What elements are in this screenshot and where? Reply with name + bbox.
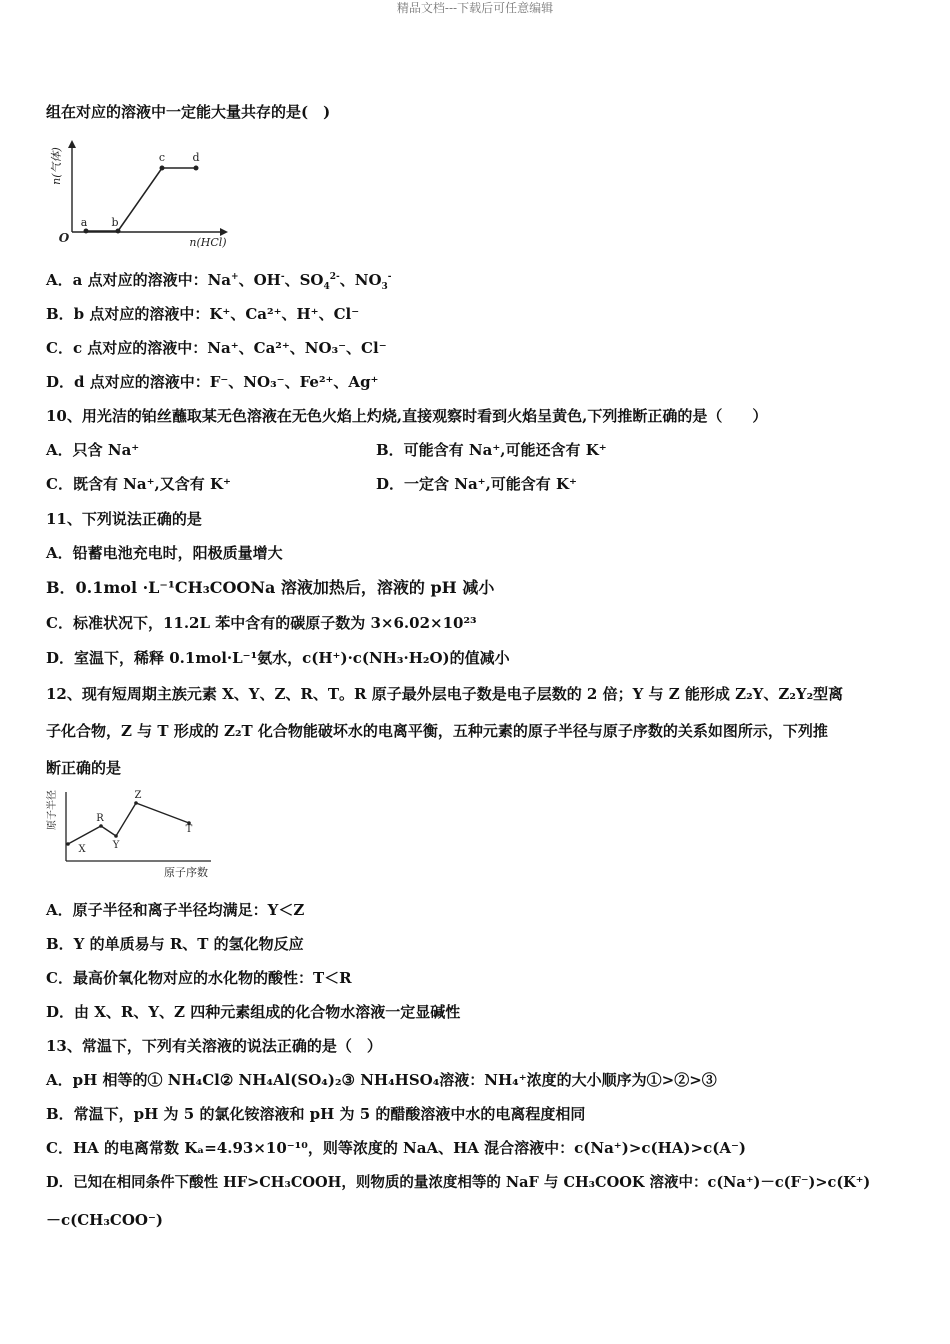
- q12-point-t: T: [185, 824, 193, 835]
- q11-option-c: C．标准状况下，11.2L 苯中含有的碳原子数为 3×6.02×10²³: [46, 614, 477, 632]
- q9-option-b-ions: K⁺、Ca²⁺、H⁺、Cl⁻: [209, 305, 360, 323]
- ion: 、SO: [284, 271, 324, 289]
- q12-stem-line-3: 断正确的是: [46, 759, 122, 777]
- q9-option-d-prefix: D．d 点对应的溶液中：: [46, 373, 210, 391]
- q9-y-axis-label: n(气体): [50, 147, 63, 185]
- q10-option-b: B．可能含有 Na⁺,可能还含有 K⁺: [376, 441, 607, 459]
- q13-option-b: B．常温下，pH 为 5 的氯化铵溶液和 pH 为 5 的醋酸溶液中水的电离程度相同: [46, 1105, 586, 1123]
- q13-option-d-line-2: －c(CH₃COO⁻): [46, 1211, 163, 1229]
- q9-stem: 组在对应的溶液中一定能大量共存的是( ): [46, 103, 331, 121]
- ion-charge: 2-: [329, 272, 340, 282]
- q12-radius-graph: [46, 788, 221, 880]
- q9-option-d: [46, 372, 378, 392]
- q12-point-r: R: [96, 813, 104, 824]
- q12-y-axis-label: 原子半径: [47, 790, 58, 830]
- q10-option-d: D．一定含 Na⁺,可能含有 K⁺: [376, 475, 577, 493]
- q12-point-x: X: [78, 844, 86, 855]
- page-header: 精品文档---下载后可任意编辑: [396, 1, 554, 15]
- q12-option-a: A．原子半径和离子半径均满足：Y＜Z: [46, 901, 305, 919]
- q9-option-a-prefix: A．a 点对应的溶液中：: [46, 271, 208, 289]
- q12-x-axis-label: 原子序数: [164, 866, 208, 879]
- ion-subscript: 4: [323, 282, 330, 292]
- q10-option-a: A．只含 Na⁺: [46, 441, 140, 459]
- q9-x-axis-label: n(HCl): [189, 236, 227, 249]
- q13-option-c: C．HA 的电离常数 Kₐ=4.93×10⁻¹⁰，则等浓度的 NaA、HA 混合溶液中：c(Na⁺)>c(HA)>c(A⁻): [46, 1139, 746, 1157]
- q10-stem: 10、用光洁的铂丝蘸取某无色溶液在无色火焰上灼烧,直接观察时看到火焰呈黄色,下列推断正确的是（ ）: [46, 407, 768, 425]
- q12-point-y: Y: [112, 840, 120, 851]
- q9-option-b-prefix: B．b 点对应的溶液中：: [46, 305, 210, 323]
- q12-stem-line-2: 子化合物，Z 与 T 形成的 Z₂T 化合物能破坏水的电离平衡，五种元素的原子半径与原子序数的关系如图所示，下列推: [46, 722, 828, 740]
- ion-charge: -: [280, 272, 285, 282]
- q9-point-d: d: [192, 151, 200, 164]
- q11-option-a: A．铅蓄电池充电时，阳极质量增大: [46, 544, 283, 562]
- q9-gas-hcl-graph: [46, 138, 236, 253]
- q9-option-c-prefix: C．c 点对应的溶液中：: [46, 339, 208, 357]
- q9-option-b: [46, 304, 359, 324]
- ion-subscript: 3: [381, 282, 388, 292]
- q11-option-b: B．0.1mol ·L⁻¹CH₃COONa 溶液加热后，溶液的 pH 减小: [46, 578, 495, 597]
- ion: Na: [207, 271, 232, 289]
- q13-option-d-line-1: D．已知在相同条件下酸性 HF>CH₃COOH，则物质的量浓度相等的 NaF 与 CH₃COOK 溶液中：c(Na⁺)－c(F⁻)>c(K⁺): [46, 1174, 871, 1191]
- q9-point-a: a: [80, 216, 88, 229]
- q13-option-a: A．pH 相等的① NH₄Cl② NH₄Al(SO₄)₂③ NH₄HSO₄溶液：NH₄⁺浓度的大小顺序为①>②>③: [46, 1071, 717, 1089]
- q12-option-d: D．由 X、R、Y、Z 四种元素组成的化合物水溶液一定显碱性: [46, 1003, 461, 1021]
- q12-stem-line-1: 12、现有短周期主族元素 X、Y、Z、R、T。R 原子最外层电子数是电子层数的 2 倍；Y 与 Z 能形成 Z₂Y、Z₂Y₂型离: [46, 685, 844, 703]
- q9-point-c: c: [158, 151, 166, 164]
- q12-option-b: B．Y 的单质易与 R、T 的氢化物反应: [46, 935, 304, 953]
- q9-origin: O: [58, 231, 70, 245]
- q12-point-z: Z: [134, 790, 142, 801]
- q9-option-a: [46, 270, 392, 290]
- q10-option-c: C．既含有 Na⁺,又含有 K⁺: [46, 475, 231, 493]
- q9-point-b: b: [111, 216, 119, 229]
- q13-stem: 13、常温下，下列有关溶液的说法正确的是（ ）: [46, 1037, 382, 1055]
- ion: 、OH: [238, 271, 281, 289]
- q9-option-c-ions: Na⁺、Ca²⁺、NO₃⁻、Cl⁻: [207, 339, 387, 357]
- q11-option-d: D．室温下，稀释 0.1mol·L⁻¹氨水，c(H⁺)·c(NH₃·H₂O)的值减小: [46, 649, 510, 667]
- q11-stem: 11、下列说法正确的是: [46, 510, 202, 528]
- q9-option-d-ions: F⁻、NO₃⁻、Fe²⁺、Ag⁺: [209, 373, 379, 391]
- q9-option-c: [46, 338, 387, 358]
- ion-charge: +: [231, 272, 239, 282]
- ion: 、NO: [339, 271, 382, 289]
- q12-option-c: C．最高价氧化物对应的水化物的酸性：T＜R: [46, 969, 352, 987]
- ion-charge: -: [387, 272, 392, 282]
